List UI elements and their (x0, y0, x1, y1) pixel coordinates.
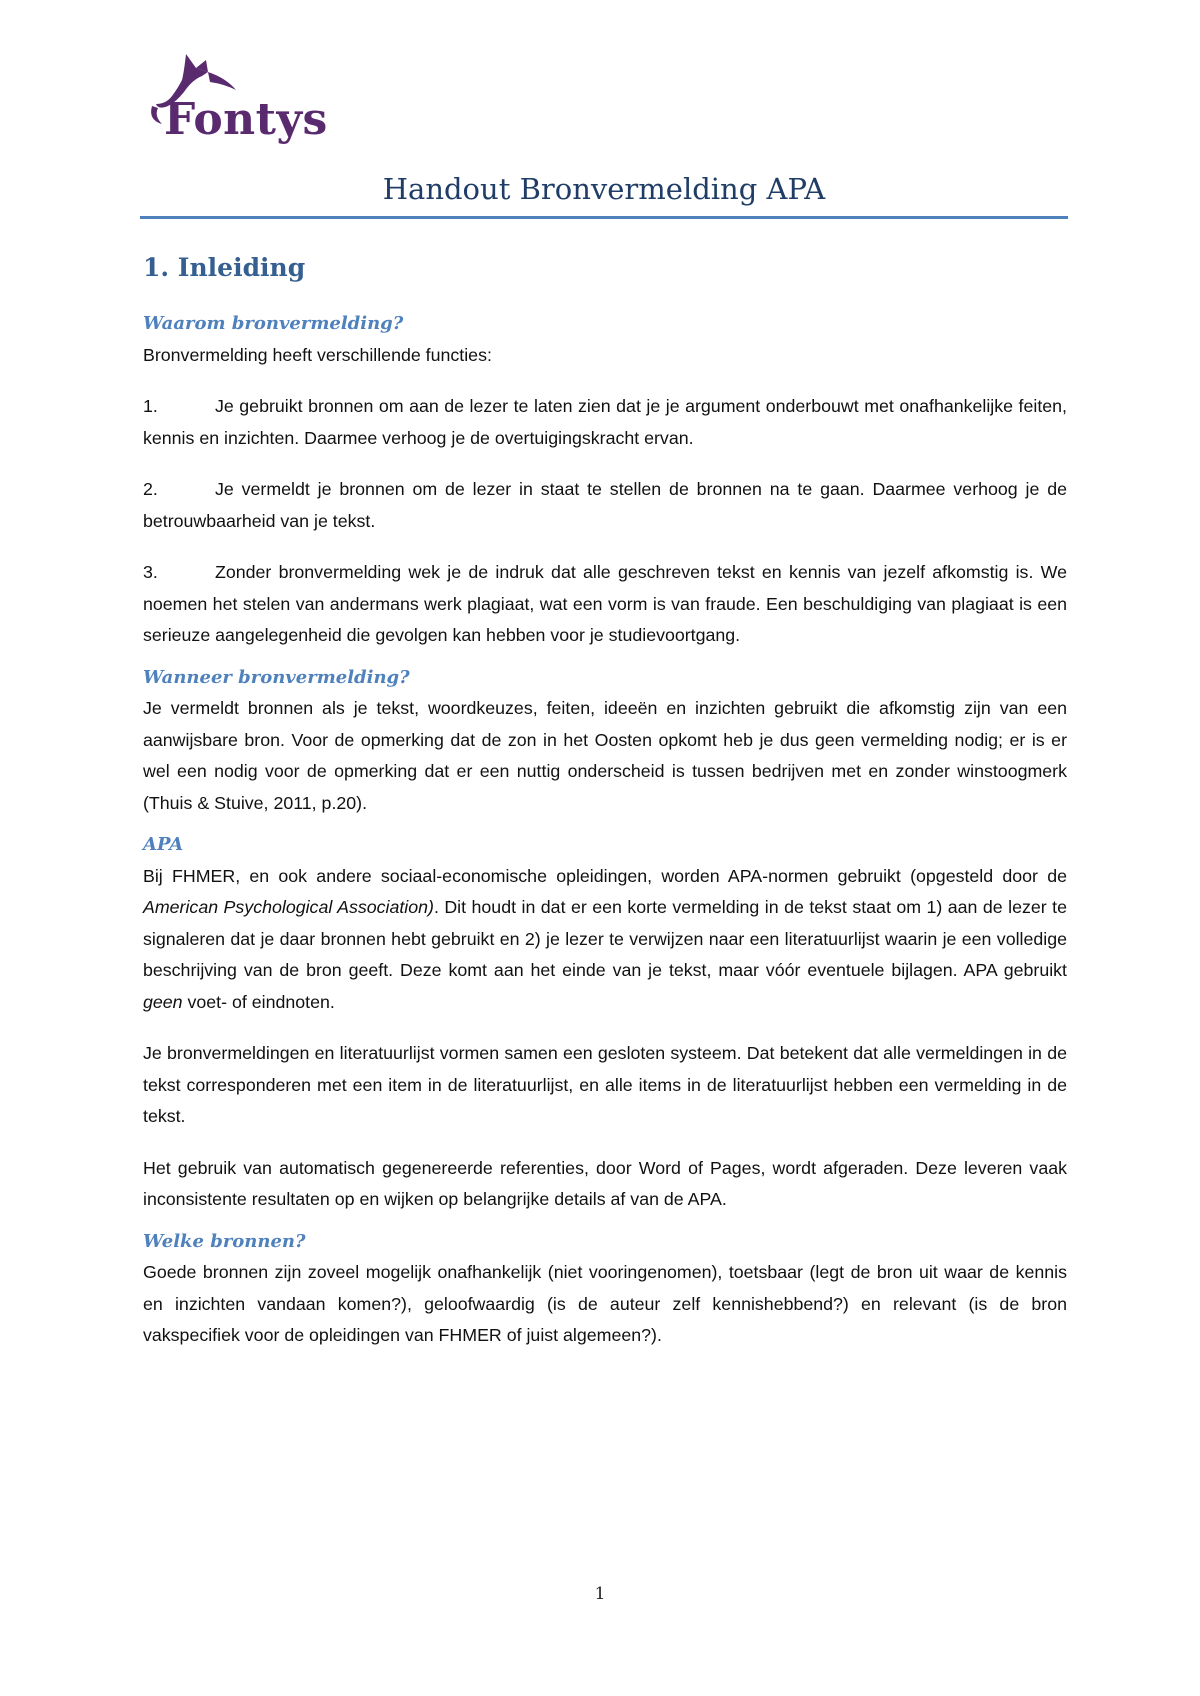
apa-paragraph-2: Je bronvermeldingen en literatuurlijst vormen samen een gesloten systeem. Dat betekent dat alle vermeldingen in de tekst corresponderen met een item in de literatuurlijst, en alle items in de literatuurlijst hebben een vermelding in de tekst. (143, 1043, 1067, 1126)
list-item: 2. Je vermeldt je bronnen om de lezer in staat te stellen de bronnen na te gaan. Daarmee verhoog je de betrouwbaarheid van je tekst. (143, 474, 1067, 537)
apa-paragraph-1 (143, 861, 1067, 1019)
list-item-text: Je vermeldt je bronnen om de lezer in staat te stellen de bronnen na te gaan. Daarmee verhoog je de betrouwbaarheid van je tekst. (143, 479, 1067, 531)
page-title: Handout Bronvermelding APA (382, 172, 826, 206)
apa-italic-emphasis: geen (143, 991, 183, 1012)
subheading-wanneer: Wanneer bronvermelding? (143, 666, 410, 688)
section-heading: 1. Inleiding (143, 253, 306, 282)
intro-paragraph: Bronvermelding heeft verschillende functies: (143, 344, 492, 365)
subheading-waarom: Waarom bronvermelding? (143, 313, 404, 334)
page-number: 1 (594, 1584, 606, 1604)
subheading-welke: Welke bronnen? (143, 1230, 306, 1252)
list-item: 3. Zonder bronvermelding wek je de indruk dat alle geschreven tekst en kennis van jezelf afkomstig is. We noemen het stelen van andermans werk plagiaat, wat een vorm is van fraude. Een beschuldiging van plagiaat is een serieuze aangelegenheid die gevolgen kan hebben voor je studievoortgang. (143, 557, 1067, 652)
apa-italic-name: American Psychological Association) (143, 897, 434, 917)
fontys-logo (146, 46, 326, 156)
apa-paragraph-3: Het gebruik van automatisch gegenereerde referenties, door Word of Pages, wordt afgeraden. Deze leveren vaak inconsistente resultaten op en wijken op belangrijke details af van de APA. (143, 1157, 1067, 1209)
subheading-apa: APA (143, 834, 184, 855)
list-item: 1. Je gebruikt bronnen om aan de lezer te laten zien dat je je argument onderbouwt met onafhankelijke feiten, kennis en inzichten. Daarmee verhoog je de overtuigingskracht ervan. (143, 391, 1067, 454)
apa-text-part: Bij FHMER, en ook andere sociaal-economische opleidingen, worden APA-normen gebruikt (opgesteld door de (143, 865, 1067, 886)
document-body (143, 250, 1067, 1352)
apa-text-part: voet- of eindnoten. (182, 991, 335, 1012)
title-divider (140, 216, 1068, 219)
apa-text-part: . Dit houdt in dat er een korte vermelding in de tekst staat om 1) aan de lezer te signaleren dat je daar bronnen hebt gebruikt en 2) je lezer te verwijzen naar een literatuurlijst waarin je een volledige beschrijving van de bron geeft. Deze komt aan het einde van je tekst, maar vóór eventuele bijlagen. APA gebruikt (143, 897, 1067, 980)
logo-wordmark: Fontys (164, 94, 328, 145)
list-item-text: Zonder bronvermelding wek je de indruk dat alle geschreven tekst en kennis van jezelf afkomstig is. We noemen het stelen van andermans werk plagiaat, wat een vorm is van fraude. Een beschuldiging van plagiaat is een serieuze aangelegenheid die gevolgen kan hebben voor je studievoortgang. (143, 562, 1067, 645)
welke-paragraph: Goede bronnen zijn zoveel mogelijk onafhankelijk (niet vooringenomen), toetsbaar (legt de bron uit waar de kennis en inzichten vandaan komen?), geloofwaardig (is de auteur zelf kennishebbend?) en relevant (is de bron vakspecifiek voor de opleidingen van FHMER of juist algemeen?). (143, 1262, 1067, 1345)
wanneer-paragraph: Je vermeldt bronnen als je tekst, woordkeuzes, feiten, ideeën en inzichten gebruikt die afkomstig zijn van een aanwijsbare bron. Voor de opmerking dat de zon in het Oosten opkomt heb je dus geen vermelding nodig; er is er wel een nodig voor de opmerking dat er een nuttig onderscheid is tussen bedrijven met en zonder winstoogmerk (Thuis & Stuive, 2011, p.20). (143, 698, 1067, 813)
list-item-text: Je gebruikt bronnen om aan de lezer te laten zien dat je je argument onderbouwt met onafhankelijke feiten, kennis en inzichten. Daarmee verhoog je de overtuigingskracht ervan. (143, 396, 1067, 448)
